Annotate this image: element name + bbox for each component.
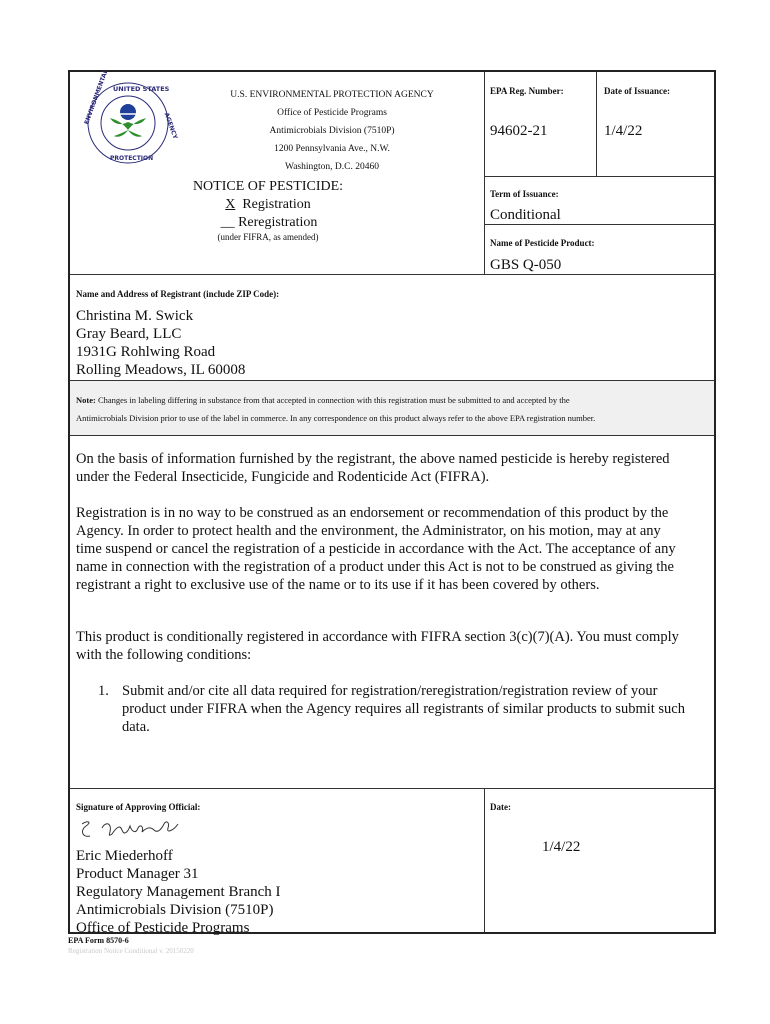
signatory-line: Eric Miederhoff [76,848,173,864]
condition-1 [122,682,712,736]
body-line: time suspend or cancel the registration of a pesticide in accordance with the Act. The acceptance of any [76,541,676,557]
form-id: EPA Form 8570-6 [68,936,129,945]
date-label: Date: [490,802,511,812]
epa-seal-icon [80,68,179,168]
notice-form [68,70,716,934]
agency-division: Antimicrobials Division (7510P) [269,126,395,136]
note-text [76,391,708,427]
notice-title: NOTICE OF PESTICIDE: [192,179,344,194]
signatory-line: Regulatory Management Branch I [76,884,281,900]
registrant-address [76,307,245,379]
svg-text:UNITED STATES: UNITED STATES [113,85,170,93]
signature-icon [74,816,194,846]
body-line: Registration is in no way to be construed as an endorsement or recommendation of this product by the [76,505,669,521]
issuance-date-value: 1/4/22 [604,123,643,139]
agency-city: Washington, D.C. 20460 [285,162,379,172]
signature-label: Signature of Approving Official: [76,802,201,812]
body-line: Submit and/or cite all data required for registration/reregistration/registration review of your [122,683,658,699]
condition-1-number: 1. [98,683,109,699]
body-line: Agency. In order to protect health and the environment, the Administrator, on his motion, may at any [76,523,661,539]
reregistration-label: Reregistration [238,215,318,230]
agency-header [202,86,462,176]
registration-mark: X [225,197,236,212]
notice-subtitle: (under FIFRA, as amended) [217,232,319,242]
body-line: with the following conditions: [76,647,252,663]
note-label: Note: [76,395,96,405]
term-label: Term of Issuance: [490,189,559,199]
note-band [70,381,714,435]
body-para-3 [76,628,712,664]
body-para-1 [76,450,712,486]
svg-text:AGENCY: AGENCY [162,111,179,141]
registrant-line: Gray Beard, LLC [76,326,182,342]
term-value: Conditional [490,207,561,223]
body-line: registrant a right to exclusive use of the name or to its use if it has been covered by others. [76,577,600,593]
note-line-2: Antimicrobials Division prior to use of the label in commerce. In any correspondence on this product always refer to the above EPA registration number. [76,413,596,423]
product-value: GBS Q-050 [490,257,562,273]
body-line: This product is conditionally registered in accordance with FIFRA section 3(c)(7)(A). You must comply [76,629,679,645]
epa-seal [80,68,179,168]
registration-option [188,196,348,214]
notice-block [188,178,348,242]
registrant-line: Christina M. Swick [76,308,194,324]
signatory-line: Office of Pesticide Programs [76,920,250,936]
handwritten-signature [74,816,194,851]
reg-number-label: EPA Reg. Number: [490,86,564,96]
body-line: data. [122,719,150,735]
body-line: name in connection with the registration of a product under this Act is not to be construed as giving the [76,559,674,575]
reg-number-value: 94602-21 [490,123,548,139]
signatory-line: Antimicrobials Division (7510P) [76,902,274,918]
signatory-block [76,847,281,937]
agency-name: U.S. ENVIRONMENTAL PROTECTION AGENCY [230,90,434,100]
agency-office: Office of Pesticide Programs [277,108,387,118]
svg-text:ENVIRONMENTAL: ENVIRONMENTAL [83,68,110,126]
reregistration-mark: __ [220,215,235,230]
body-line: product under FIFRA when the Agency requires all registrants of similar products to submit such [122,701,685,717]
note-line-1: Changes in labeling differing in substance from that accepted in connection with this registration must be submitted to and accepted by the [97,395,570,405]
body-line: On the basis of information furnished by the registrant, the above named pesticide is hereby registered [76,451,670,467]
date-value: 1/4/22 [542,839,581,855]
svg-text:PROTECTION: PROTECTION [110,155,154,162]
registrant-line: 1931G Rohlwing Road [76,344,216,360]
registrant-label: Name and Address of Registrant (include ZIP Code): [76,289,280,299]
body-para-2 [76,504,712,594]
registrant-line: Rolling Meadows, IL 60008 [76,362,246,378]
agency-street: 1200 Pennsylvania Ave., N.W. [274,144,390,154]
registration-label: Registration [242,197,311,212]
reregistration-option [188,214,348,232]
form-footer: Registration Notice Conditional v. 20150220 [68,947,194,955]
signatory-line: Product Manager 31 [76,866,199,882]
issuance-date-label: Date of Issuance: [604,86,670,96]
body-line: under the Federal Insecticide, Fungicide and Rodenticide Act (FIFRA). [76,469,490,485]
product-label: Name of Pesticide Product: [490,238,595,248]
